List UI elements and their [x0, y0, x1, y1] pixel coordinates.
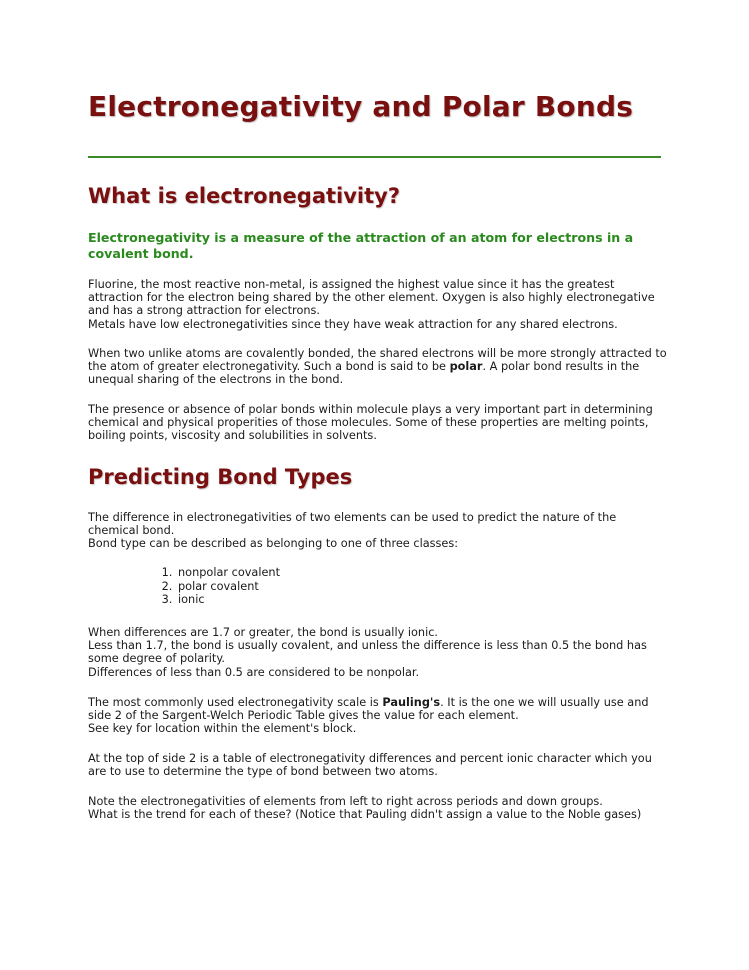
- paragraph-polar-text: When two unlike atoms are covalently bonded, the shared electrons will be more strongly attracted to the atom of greater electronegativity. Such a bond is said to be polar. A polar bond results in the unequal sharing of the electrons in the bond.: [88, 347, 667, 387]
- definition-lead: Electronegativity is a measure of the attraction of an atom for electrons in a covalent bond.: [88, 230, 634, 261]
- list-item: 2. polar covalent: [176, 580, 280, 594]
- paragraph-thresholds: [88, 626, 668, 679]
- polar-term: polar: [449, 360, 483, 374]
- paragraph-question-text: What is the trend for each of these? (Notice that Pauling didn't assign a value to the Noble gases): [88, 808, 642, 822]
- paragraph-classes-text: Bond type can be described as belonging to one of three classes:: [88, 537, 459, 551]
- paragraph-difference: [88, 511, 668, 551]
- paragraph-trends-text: Note the electronegativities of elements from left to right across periods and down groups.: [88, 795, 603, 808]
- section-heading-bond-types: Predicting Bond Types: [88, 465, 353, 489]
- list-item: 3. ionic: [176, 593, 280, 607]
- section-heading-electronegativity: What is electronegativity?: [88, 184, 401, 208]
- paragraph-properties: [88, 403, 668, 443]
- paragraph-pauling: [88, 696, 668, 736]
- paragraph-fluorine: [88, 278, 668, 331]
- paragraph-polar: [88, 347, 668, 387]
- threshold-covalent: Less than 1.7, the bond is usually covalent, and unless the difference is less than 0.5 the bond has some degree of polarity.: [88, 639, 647, 666]
- threshold-ionic: When differences are 1.7 or greater, the bond is usually ionic.: [88, 626, 439, 639]
- paragraph-difference-text: The difference in electronegativities of two elements can be used to predict the nature of the chemical bond.: [88, 511, 617, 538]
- paragraph-table: [88, 752, 668, 778]
- paragraph-trends: [88, 795, 668, 821]
- paragraph-properties-text: The presence or absence of polar bonds within molecule plays a very important part in determining chemical and physical properities of those molecules. Some of these properties are melting points, boiling points, viscosity and solubilities in solvents.: [88, 403, 653, 443]
- paragraph-metals-text: Metals have low electronegativities since they have weak attraction for any shared electrons.: [88, 317, 618, 331]
- paragraph-pauling-text: The most commonly used electronegativity scale is Pauling's. It is the one we will usually use and side 2 of the Sargent-Welch Periodic Table gives the value for each element.: [88, 696, 649, 723]
- paragraph-key-text: See key for location within the element's block.: [88, 722, 357, 736]
- page-title: Electronegativity and Polar Bonds: [88, 90, 634, 123]
- paragraph-fluorine-text: Fluorine, the most reactive non-metal, is assigned the highest value since it has the greatest attraction for the electron being shared by the other element. Oxygen is also highly electronegative and has a strong attraction for electrons.: [88, 278, 655, 318]
- bond-type-list: [88, 566, 280, 607]
- threshold-nonpolar: Differences of less than 0.5 are considered to be nonpolar.: [88, 665, 420, 679]
- title-divider: [88, 156, 661, 158]
- paragraph-table-text: At the top of side 2 is a table of electronegativity differences and percent ionic character which you are to use to determine the type of bond between two atoms.: [88, 752, 652, 779]
- list-item: 1. nonpolar covalent: [176, 566, 280, 580]
- pauling-term: Pauling's: [382, 696, 441, 709]
